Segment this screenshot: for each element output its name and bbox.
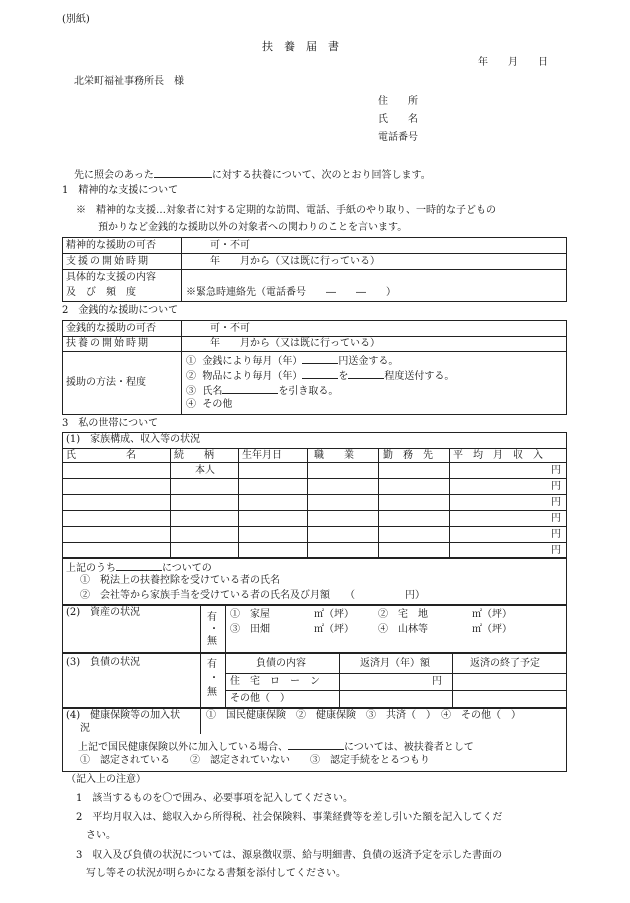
note-1: 1 該当するものを〇で囲み、必要事項を記入してください。 bbox=[76, 793, 353, 804]
address-label: 住 所 bbox=[378, 96, 418, 107]
col-relation: 続 柄 bbox=[174, 450, 214, 461]
col-birthdate: 生年月日 bbox=[242, 450, 282, 461]
intro-after: に対する扶養について、次のとおり回答します。 bbox=[211, 170, 431, 181]
row3-yen: 円 bbox=[551, 497, 561, 508]
method-label: 援助の方法・程度 bbox=[66, 377, 146, 388]
insurance-choices[interactable]: ① 認定されている ② 認定されていない ③ 認定手続をとるつもり bbox=[80, 755, 430, 766]
method-item-4[interactable]: ④ その他 bbox=[186, 399, 233, 410]
financial-support-value[interactable]: 可・不可 bbox=[210, 323, 250, 334]
emergency-contact[interactable]: ※緊急時連絡先（電話番号 ― ― ） bbox=[186, 287, 396, 298]
debt-housing-yen: 円 bbox=[432, 676, 442, 687]
date-line: 年 月 日 bbox=[478, 57, 548, 68]
section3-heading: 3 私の世帯について bbox=[62, 418, 159, 429]
col-income: 平 均 月 収 入 bbox=[453, 450, 543, 461]
asset-land-unit: ㎡（坪） bbox=[472, 609, 512, 620]
notes-heading: （記入上の注意） bbox=[66, 774, 146, 785]
asset-forest-unit: ㎡（坪） bbox=[472, 624, 512, 635]
mental-support-label: 精神的な援助の可否 bbox=[66, 240, 156, 251]
debt-other: その他（ ） bbox=[230, 693, 290, 704]
asset-house: ① 家屋 bbox=[230, 609, 270, 620]
assets-yes[interactable]: 有 bbox=[207, 612, 217, 623]
note-3-cont: 写し等その状況が明らかになる書類を添付してください。 bbox=[86, 868, 346, 879]
row5-yen: 円 bbox=[551, 529, 561, 540]
asset-land: ② 宅 地 bbox=[378, 609, 428, 620]
support-start-value[interactable]: 年 月から（又は既に行っている） bbox=[210, 256, 380, 267]
intro-sentence bbox=[74, 167, 431, 183]
asset-farm: ③ 田畑 bbox=[230, 624, 270, 635]
row1-relation: 本人 bbox=[195, 465, 215, 476]
insurance-options[interactable]: ① 国民健康保険 ② 健康保険 ③ 共済（ ） ④ その他（ ） bbox=[206, 710, 521, 721]
debt-label: (3) 負債の状況 bbox=[66, 657, 141, 668]
row2-yen: 円 bbox=[551, 481, 561, 492]
note-2-cont: さい。 bbox=[86, 830, 116, 841]
col-occupation: 職 業 bbox=[314, 450, 354, 461]
among-item-2: ② 会社等から家族手当を受けている者の氏名及び月額 （ 円） bbox=[80, 590, 425, 601]
support-start-label: 支援の開始時期 bbox=[66, 256, 150, 267]
support-content-label-1: 具体的な支援の内容 bbox=[66, 272, 156, 283]
financial-support-label: 金銭的な援助の可否 bbox=[66, 323, 156, 334]
insurance-label-2: 況 bbox=[80, 723, 90, 734]
assets-no[interactable]: 無 bbox=[207, 636, 217, 647]
col-workplace: 勤 務 先 bbox=[383, 450, 433, 461]
asset-house-unit: ㎡（坪） bbox=[314, 609, 354, 620]
debt-col-content: 負債の内容 bbox=[256, 658, 306, 669]
insurance-label-1: (4) 健康保険等の加入状 bbox=[66, 710, 181, 721]
section1-heading: 1 精神的な支援について bbox=[62, 185, 179, 196]
section1-note-line1: ※ 精神的な支援…対象者に対する定期的な訪問、電話、手紙のやり取り、一時的な子どもの bbox=[76, 205, 496, 216]
support-content-label-2: 及 び 頻 度 bbox=[66, 287, 136, 298]
debt-col-end: 返済の終了予定 bbox=[470, 658, 540, 669]
debt-no[interactable]: 無 bbox=[207, 687, 217, 698]
debt-yes[interactable]: 有 bbox=[207, 659, 217, 670]
assets-dot: ・ bbox=[209, 624, 219, 635]
financial-start-value[interactable]: 年 月から（又は既に行っている） bbox=[210, 338, 380, 349]
asset-farm-unit: ㎡（坪） bbox=[314, 624, 354, 635]
row4-yen: 円 bbox=[551, 513, 561, 524]
inquiry-blank[interactable] bbox=[154, 167, 212, 178]
method-item-2[interactable]: ② 物品により毎月（年） を 程度送付する。 bbox=[186, 368, 454, 384]
among-item-1: ① 税法上の扶養控除を受けている者の氏名 bbox=[80, 575, 280, 586]
row6-yen: 円 bbox=[551, 545, 561, 556]
document-title: 扶 養 届 書 bbox=[262, 40, 339, 53]
name-label: 氏 名 bbox=[378, 114, 418, 125]
debt-dot: ・ bbox=[209, 673, 219, 684]
method-item-1[interactable]: ① 金銭により毎月（年） 円送金する。 bbox=[186, 353, 398, 369]
recipient: 北栄町福祉事務所長 様 bbox=[74, 76, 184, 87]
attachment-label: (別紙) bbox=[62, 14, 90, 25]
financial-start-label: 扶養の開始時期 bbox=[66, 338, 150, 349]
method-item-3[interactable]: ③ 氏名 を引き取る。 bbox=[186, 383, 338, 399]
mental-support-value[interactable]: 可・不可 bbox=[210, 240, 250, 251]
row1-yen: 円 bbox=[551, 465, 561, 476]
note-2: 2 平均月収入は、総収入から所得税、社会保険料、事業経費等を差し引いた額を記入してくだ bbox=[76, 812, 503, 823]
debt-col-amount: 返済月（年）額 bbox=[360, 658, 430, 669]
note-3: 3 収入及び負債の状況については、源泉徴収票、給与明細書、負債の返済予定を示した書面の bbox=[76, 850, 503, 861]
section1-note-line2: 預かりなど金銭的な援助以外の対象者への関わりのことを言います。 bbox=[98, 222, 408, 233]
insurance-note: 上記で国民健康保険以外に加入している場合、 については、被扶養者として bbox=[78, 739, 474, 755]
phone-label: 電話番号 bbox=[378, 132, 418, 143]
assets-label: (2) 資産の状況 bbox=[66, 607, 141, 618]
asset-forest: ④ 山林等 bbox=[378, 624, 428, 635]
debt-housing-loan: 住 宅 ロ ー ン bbox=[230, 676, 320, 687]
intro-before: 先に照会のあった bbox=[74, 170, 154, 181]
among-sentence: 上記のうち についての bbox=[66, 560, 212, 576]
family-table-title: (1) 家族構成、収入等の状況 bbox=[66, 434, 201, 445]
col-name: 氏 名 bbox=[66, 450, 136, 461]
section2-heading: 2 金銭的な援助について bbox=[62, 305, 179, 316]
